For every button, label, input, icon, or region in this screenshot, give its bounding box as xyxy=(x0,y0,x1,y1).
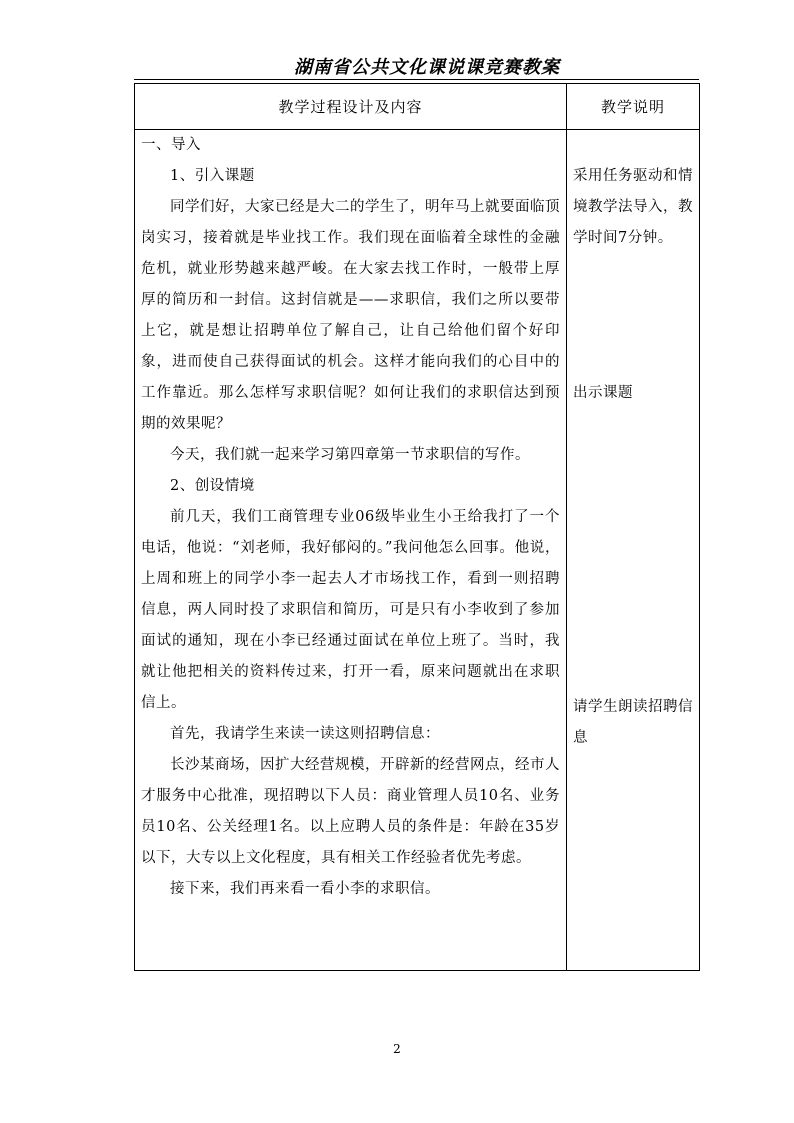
paragraph-greeting: 同学们好，大家已经是大二的学生了，明年马上就要面临顶岗实习，接着就是毕业找工作。我们现在面临着全球性的金融危机，就业形势越来越严峻。在大家去找工作时，一般带上厚厚的简历和一封信。这封信就是——求职信，我们之所以要带上它，就是想让招聘单位了解自己，让自己给他们留个好印象，进而使自己获得面试的机会。这样才能向我们的心目中的工作靠近。那么怎样写求职信呢？如何让我们的求职信达到预期的效果呢？ xyxy=(141,199,560,432)
paragraph-story: 前几天，我们工商管理专业06级毕业生小王给我打了一个电话，他说：“刘老师，我好郁闷的。”我问他怎么回事。他说，上周和班上的同学小李一起去人才市场找工作，看到一则招聘信息，两人同时投了求职信和简历，可是只有小李收到了参加面试的通知，现在小李已经通过面试在单位上班了。当时，我就让他把相关的资料传过来，打开一看，原来问题就出在求职信上。 xyxy=(141,509,560,711)
note-method: 采用任务驱动和情境教学法导入，教学时间7分钟。 xyxy=(573,168,693,246)
paragraph-next: 接下来，我们再来看一看小李的求职信。 xyxy=(170,881,440,897)
teaching-notes-cell xyxy=(567,130,700,971)
document-header-title: 湖南省公共文化课说课竞赛教案 xyxy=(294,57,560,78)
subsection-heading-scenario: 2、创设情境 xyxy=(170,478,255,494)
lesson-plan-table xyxy=(134,83,700,971)
note-read-ad: 请学生朗读招聘信息 xyxy=(573,699,693,746)
column-header-process: 教学过程设计及内容 xyxy=(135,84,567,130)
page-number: 2 xyxy=(393,1042,401,1056)
paragraph-today: 今天，我们就一起来学习第四章第一节求职信的写作。 xyxy=(170,447,530,463)
header-rule xyxy=(134,79,699,80)
teaching-process-cell xyxy=(135,130,567,971)
paragraph-read-ad: 首先，我请学生来读一读这则招聘信息： xyxy=(170,726,440,742)
table-body-row xyxy=(135,130,700,971)
section-heading-intro: 一、导入 xyxy=(141,137,201,153)
subsection-heading-topic: 1、引入课题 xyxy=(170,168,255,184)
note-show-topic: 出示课题 xyxy=(573,385,633,401)
paragraph-job-ad: 长沙某商场，因扩大经营规模，开辟新的经营网点，经市人才服务中心批准，现招聘以下人员：商业管理人员10名、业务员10名、公关经理1名。以上应聘人员的条件是：年龄在35岁以下，大专以上文化程度，具有相关工作经验者优先考虑。 xyxy=(141,757,560,866)
column-header-notes: 教学说明 xyxy=(567,84,700,130)
table-header-row xyxy=(135,84,700,130)
